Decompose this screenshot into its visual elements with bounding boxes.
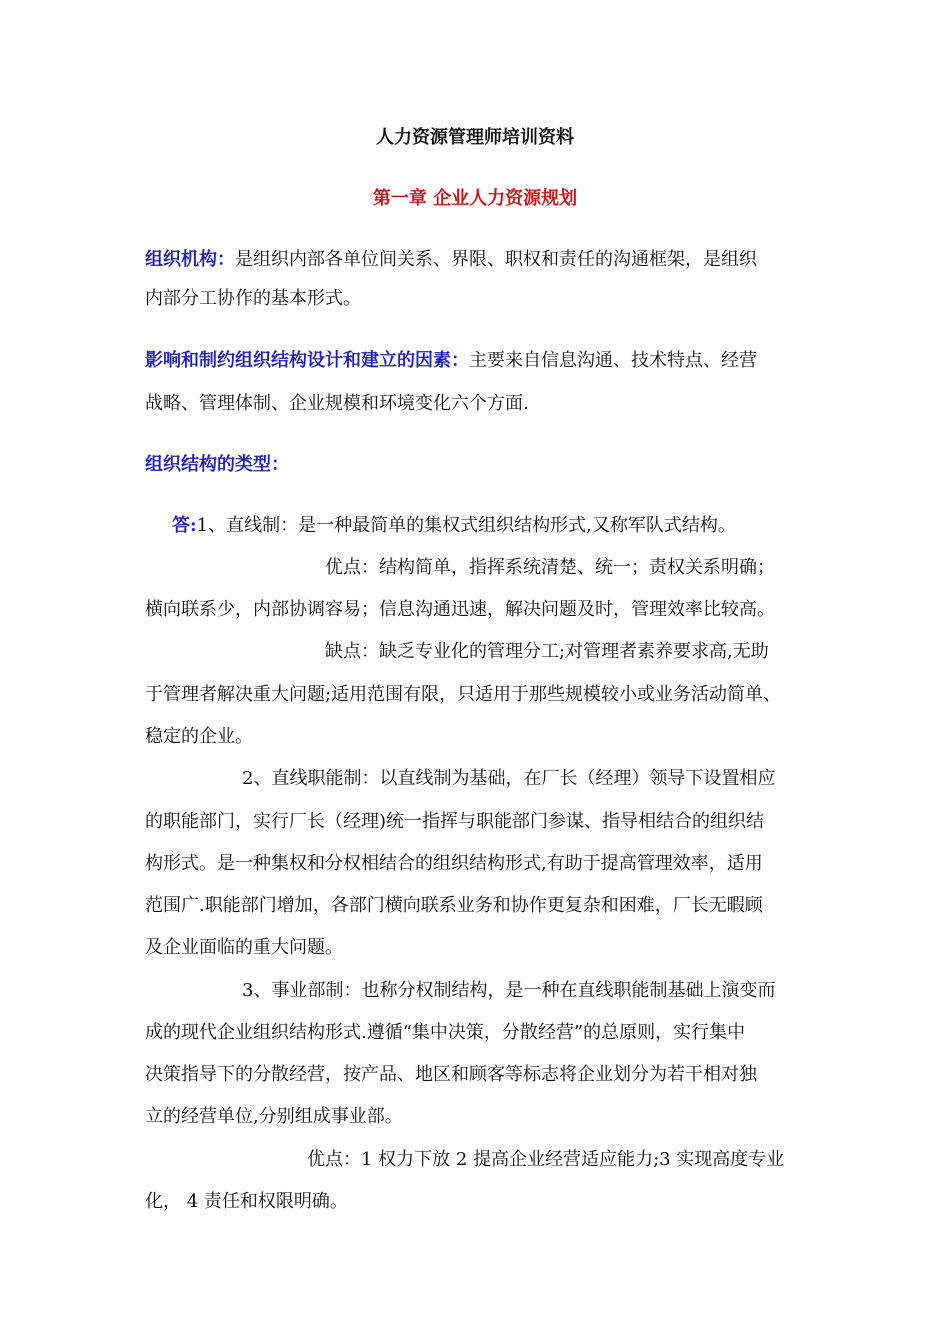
org-definition-line-2: 内部分工协作的基本形式。 (145, 288, 361, 309)
item-3-advantages-2: 化， 4 责任和权限明确。 (145, 1191, 348, 1212)
factors-line-2: 战略、管理体制、企业规模和环境变化六个方面. (145, 393, 529, 414)
factors-label: 影响和制约组织结构设计和建立的因素： (145, 350, 469, 371)
org-definition-line-1 (145, 248, 757, 272)
org-text-1: 是组织内部各单位间关系、界限、职权和责任的沟通框架，是组织 (235, 249, 757, 270)
types-heading: 组织结构的类型： (145, 454, 289, 475)
factors-line-1 (145, 349, 757, 373)
chapter-title: 第一章 企业人力资源规划 (372, 188, 578, 209)
item-2-line-1: 2、直线职能制：以直线制为基础，在厂长（经理）领导下设置相应 (242, 768, 776, 789)
item-1-advantages-1: 优点：结构简单，指挥系统清楚、统一；责权关系明确； (325, 557, 775, 578)
item-2-line-3: 构形式。是一种集权和分权相结合的组织结构形式,有助于提高管理效率，适用 (145, 853, 763, 874)
item-1-disadvantages-2: 于管理者解决重大问题;适用范围有限，只适用于那些规模较小或业务活动简单、 (145, 684, 782, 705)
item-3-advantages-1: 优点：1 权力下放 2 提高企业经营适应能力;3 实现高度专业 (307, 1149, 785, 1170)
item-3-line-4: 立的经营单位,分别组成事业部。 (145, 1106, 403, 1127)
item-2-line-2: 的职能部门，实行厂长（经理)统一指挥与职能部门参谋、指导相结合的组织结 (145, 811, 765, 832)
org-label: 组织机构： (145, 249, 235, 270)
item-1-disadvantages-1: 缺点：缺乏专业化的管理分工;对管理者素养要求高,无助 (325, 641, 769, 662)
factors-text-1: 主要来自信息沟通、技术特点、经营 (469, 350, 757, 371)
item-2-line-4: 范围广.职能部门增加，各部门横向联系业务和协作更复杂和困难，厂长无暇顾 (145, 895, 763, 916)
item-3-line-2: 成的现代企业组织结构形式.遵循“集中决策，分散经营”的总原则，实行集中 (145, 1022, 746, 1043)
item-2-line-5: 及企业面临的重大问题。 (145, 937, 343, 958)
item-3-line-1: 3、事业部制：也称分权制结构，是一种在直线职能制基础上演变而 (242, 980, 776, 1001)
answer-label: 答: (172, 515, 197, 536)
item-3-line-3: 决策指导下的分散经营，按产品、地区和顾客等标志将企业划分为若干相对独 (145, 1064, 757, 1085)
document-title: 人力资源管理师培训资料 (376, 127, 574, 148)
item-1-disadvantages-3: 稳定的企业。 (145, 726, 253, 747)
item-1-advantages-2: 横向联系少，内部协调容易；信息沟通迅速，解决问题及时，管理效率比较高。 (145, 599, 775, 620)
item-1-text: 1、直线制：是一种最简单的集权式组织结构形式,又称军队式结构。 (196, 515, 736, 536)
answer-item-1 (172, 514, 736, 538)
